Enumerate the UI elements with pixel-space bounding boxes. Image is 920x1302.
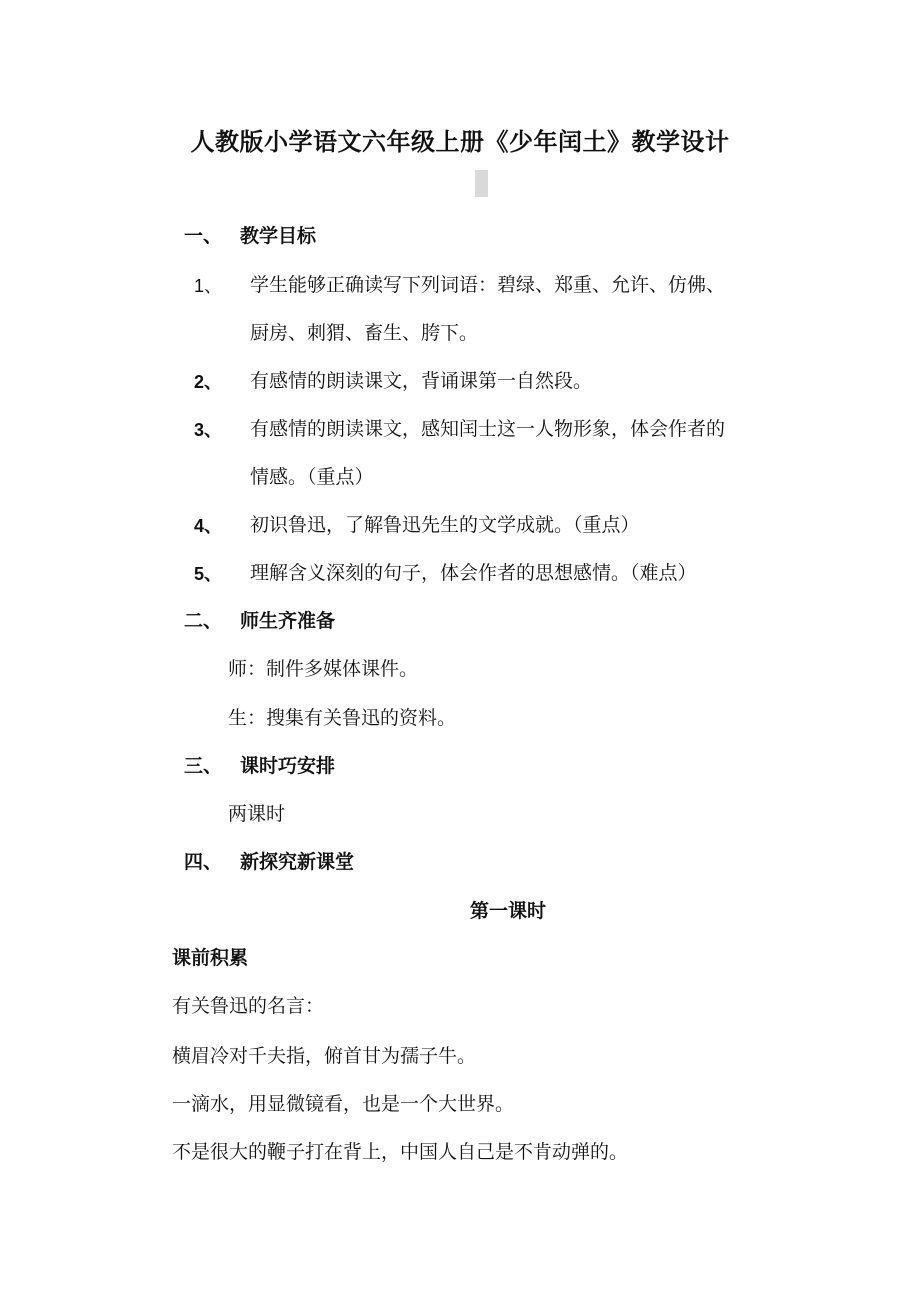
section-number: 二、 — [184, 610, 223, 632]
section-heading-preparation — [184, 606, 584, 632]
quotes-intro: 有关鲁迅的名言： — [172, 995, 325, 1017]
objective-text: 有感情的朗读课文，感知闰士这一人物形象，体会作者的 — [250, 418, 726, 440]
objective-text: 初识鲁迅，了解鲁迅先生的文学成就。（重点） — [250, 514, 640, 536]
objective-number: 5、 — [194, 564, 223, 584]
section-title: 课时巧安排 — [240, 755, 336, 777]
quote-line: 一滴水，用显微镜看，也是一个大世界。 — [172, 1093, 515, 1115]
text-cursor-marker — [475, 170, 488, 197]
lesson-subheading: 课前积累 — [172, 947, 249, 969]
objective-number: 2、 — [194, 372, 223, 392]
section-heading-new-lesson — [184, 847, 584, 873]
objective-number: 3、 — [194, 420, 223, 440]
teacher-preparation: 师：制件多媒体课件。 — [228, 658, 419, 680]
section-heading-objectives — [184, 221, 584, 247]
student-preparation: 生：搜集有关鲁迅的资料。 — [228, 707, 457, 729]
objective-text: 理解含义深刻的句子，体会作者的思想感情。（难点） — [250, 562, 697, 584]
section-number: 四、 — [184, 851, 223, 873]
objective-text: 学生能够正确读写下列词语：碧绿、郑重、允许、仿佛、 — [250, 274, 726, 296]
objective-text-continued: 厨房、刺猬、畜生、胯下。 — [250, 322, 479, 344]
quote-line: 不是很大的鞭子打在背上，中国人自己是不肯动弹的。 — [172, 1141, 629, 1163]
objective-number: 4、 — [194, 516, 223, 536]
objective-number: 1、 — [194, 276, 223, 296]
section-number: 一、 — [184, 225, 223, 247]
document-title: 人教版小学语文六年级上册《少年闰土》教学设计 — [190, 128, 730, 156]
schedule-text: 两课时 — [228, 803, 286, 825]
objective-text-continued: 情感。（重点） — [250, 466, 374, 488]
section-title: 新探究新课堂 — [240, 851, 355, 873]
section-number: 三、 — [184, 755, 223, 777]
section-title: 教学目标 — [240, 225, 317, 247]
section-title: 师生齐准备 — [240, 610, 336, 632]
quote-line: 横眉冷对千夫指，俯首甘为孺子牛。 — [172, 1045, 477, 1067]
lesson-title: 第一课时 — [469, 900, 546, 922]
objective-text: 有感情的朗读课文，背诵课第一自然段。 — [250, 370, 593, 392]
section-heading-schedule — [184, 751, 584, 777]
